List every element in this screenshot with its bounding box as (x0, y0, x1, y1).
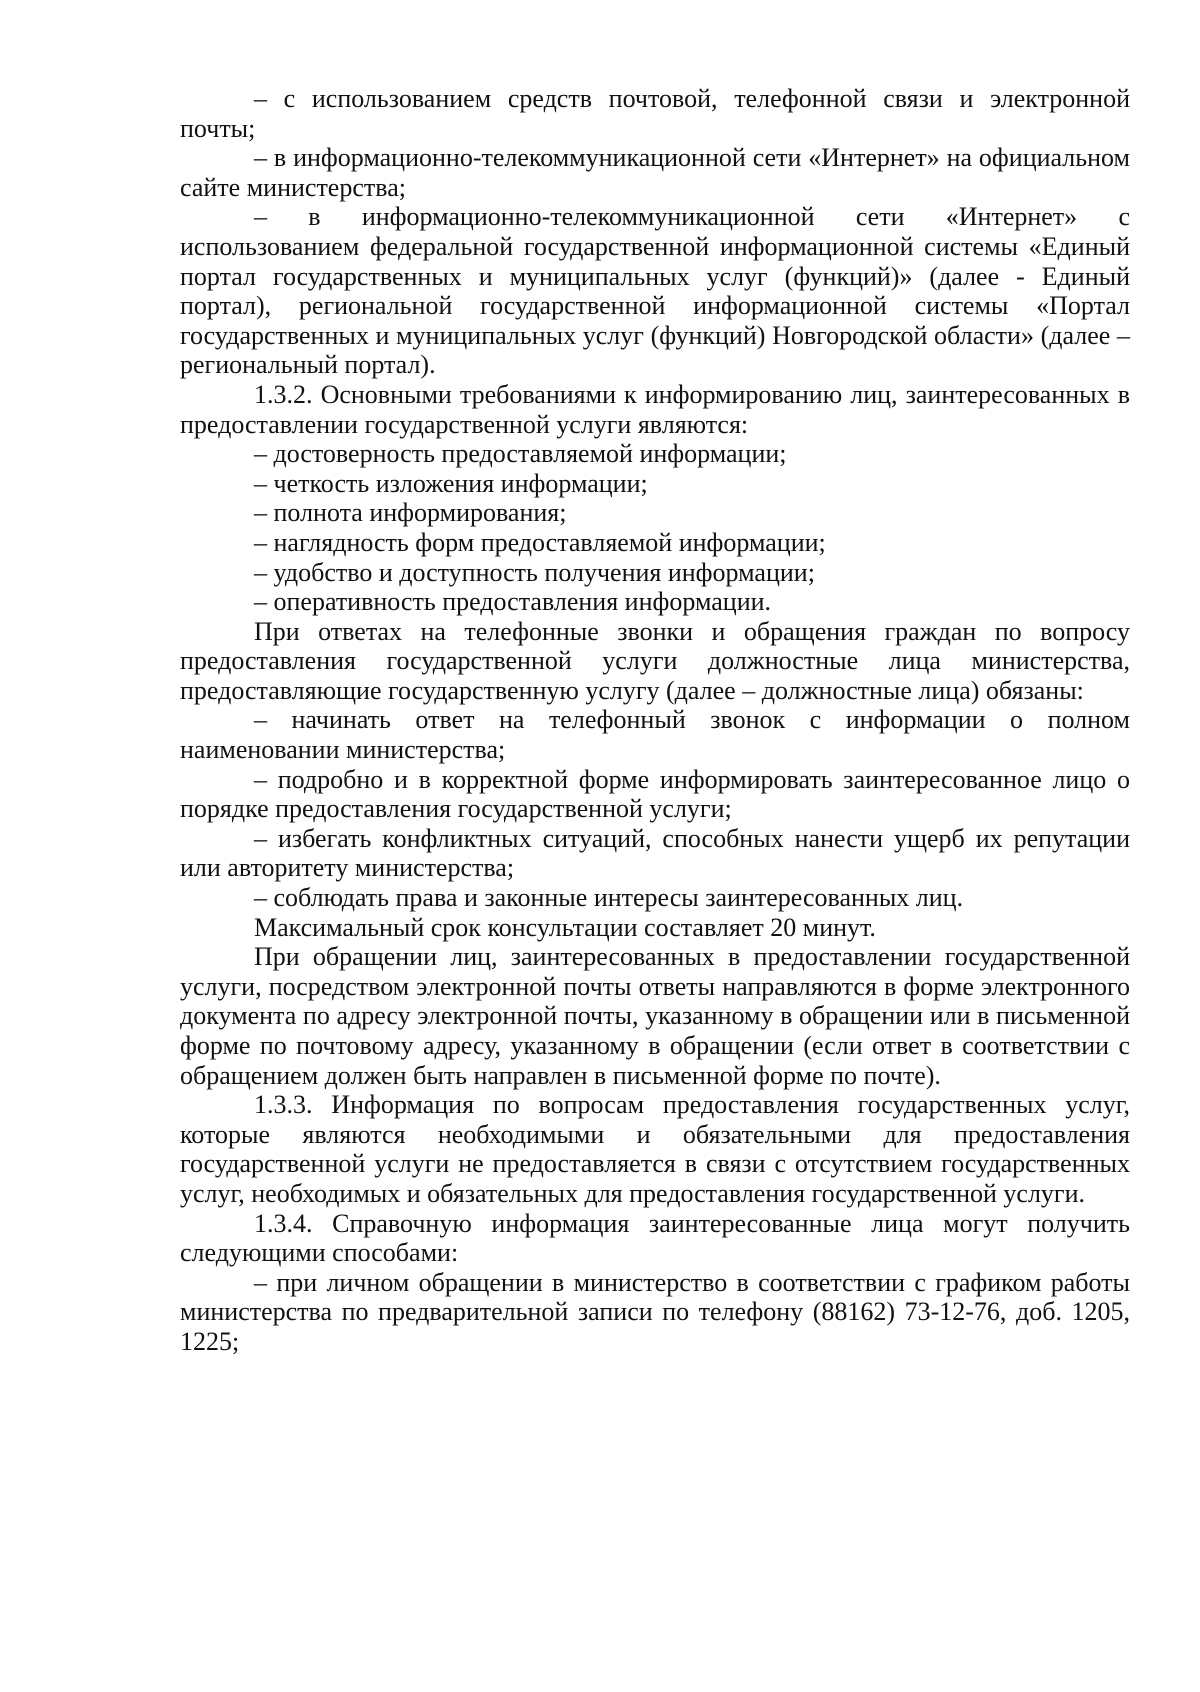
paragraph-internet-official-site: – в информационно-телекоммуникационной сети «Интернет» на официальном сайте министерства; (180, 143, 1130, 202)
paragraph-1-3-4-reference-info: 1.3.4. Справочную информация заинтересованные лица могут получить следующими способами: (180, 1208, 1130, 1268)
paragraph-internet-portals: – в информационно-телекоммуникационной сети «Интернет» с использованием федеральной государственной информационной системы «Единый портал государственных и муниципальных услуг (функций)» (далее - Единый портал), региональной государственной информационной системы «Портал государственных и муниципальных услуг (функций) Новгородской области» (далее – региональный портал). (180, 202, 1130, 380)
list-item-completeness: – полнота информирования; (254, 498, 567, 528)
list-item-promptness: – оперативность предоставления информации. (254, 587, 772, 617)
list-item-avoid-conflicts: – избегать конфликтных ситуаций, способных нанести ущерб их репутации или авторитету министерства; (180, 823, 1130, 883)
list-item-convenience: – удобство и доступность получения информации; (254, 557, 815, 587)
paragraph-1-3-3-information: 1.3.3. Информация по вопросам предоставления государственных услуг, которые являются необходимыми и обязательными для предоставления государственной услуги не предоставляется в связи с отсутствием государственных услуг, необходимых и обязательных для предоставления государственной услуги. (180, 1090, 1130, 1208)
list-item-respect-rights: – соблюдать права и законные интересы заинтересованных лиц. (254, 883, 964, 913)
paragraph-contact-mail-phone: – с использованием средств почтовой, телефонной связи и электронной почты; (180, 84, 1130, 143)
paragraph-officials-duties: При ответах на телефонные звонки и обращения граждан по вопросу предоставления государственной услуги должностные лица министерства, предоставляющие государственную услугу (далее – должностные лица) обязаны: (180, 616, 1130, 705)
paragraph-max-consultation: Максимальный срок консультации составляет 20 минут. (254, 912, 876, 942)
list-item-clarity: – четкость изложения информации; (254, 468, 648, 498)
list-item-start-answer: – начинать ответ на телефонный звонок с информации о полном наименовании министерства; (180, 705, 1130, 765)
document-body (180, 84, 1130, 1357)
list-item-visual-forms: – наглядность форм предоставляемой информации; (254, 527, 826, 557)
paragraph-1-3-2-requirements: 1.3.2. Основными требованиями к информированию лиц, заинтересованных в предоставлении государственной услуги являются: (180, 379, 1130, 439)
list-item-personal-visit: – при личном обращении в министерство в соответствии с графиком работы министерства по предварительной записи по телефону (88162) 73-12-76, доб. 1205, 1225; (180, 1267, 1130, 1356)
list-item-reliability: – достоверность предоставляемой информации; (254, 439, 787, 469)
list-item-inform-detail: – подробно и в корректной форме информировать заинтересованное лицо о порядке предоставления государственной услуги; (180, 764, 1130, 824)
paragraph-email-answers: При обращении лиц, заинтересованных в предоставлении государственной услуги, посредством электронной почты ответы направляются в форме электронного документа по адресу электронной почты, указанному в обращении или в письменной форме по почтовому адресу, указанному в обращении (если ответ в соответствии с обращением должен быть направлен в письменной форме по почте). (180, 942, 1130, 1090)
